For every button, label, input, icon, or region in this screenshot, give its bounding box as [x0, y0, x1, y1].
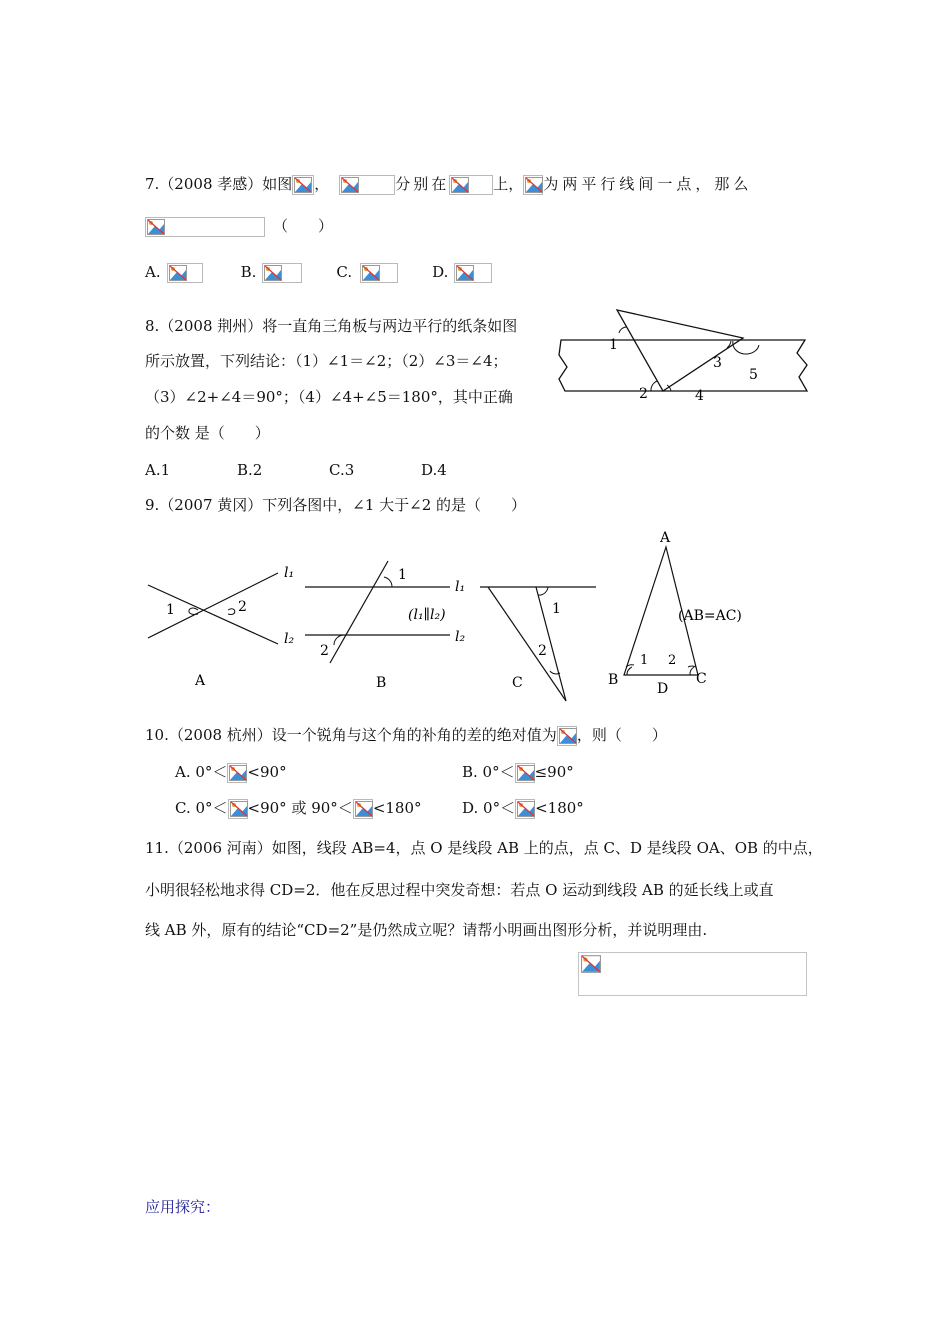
broken-image-icon: [227, 763, 247, 783]
q9d-angle-1: 1: [640, 653, 649, 668]
broken-image-icon: [167, 263, 203, 283]
broken-image-icon: [262, 263, 302, 283]
q9c-label: C: [512, 675, 523, 691]
q9b-angle-2: 2: [320, 643, 329, 659]
q10-opt-b: [462, 762, 574, 783]
q10-opt-b-pre: B. 0°＜: [462, 763, 515, 781]
q9c-angle-1: 1: [552, 601, 561, 617]
q9a-l2: l₂: [284, 631, 295, 647]
q9d-angle-2: 2: [668, 653, 677, 668]
broken-image-icon: [557, 726, 577, 746]
q8-label-3: 3: [713, 355, 722, 371]
q9b-l1: l₁: [455, 579, 466, 595]
q7-mid2: 上，: [493, 175, 524, 193]
q8-label-2: 2: [639, 386, 648, 402]
q8-line3: （3）∠2+∠4＝90°；（4）∠4+∠5＝180°，其中正确: [145, 388, 513, 406]
q8-line4: 的个数 是（ ）: [145, 424, 270, 442]
broken-image-icon: [353, 799, 373, 819]
q7-paren: （ ）: [273, 217, 334, 235]
q11-line2: 小明很轻松地求得 CD=2．他在反思过程中突发奇想：若点 O 运动到线段 AB 的延长线上或直: [145, 881, 774, 899]
broken-image-icon: [454, 263, 492, 283]
q8-label-4: 4: [695, 388, 704, 404]
q9-figure-b: [300, 555, 485, 695]
q10-opt-a: [175, 762, 287, 783]
q7-line1: [145, 174, 752, 195]
section-title: 应用探究：: [145, 1198, 221, 1216]
q8-opt-a: A.1: [145, 461, 171, 479]
q10-opt-c-post: <180°: [372, 799, 422, 817]
q10-opt-d-pre: D. 0°＜: [462, 799, 516, 817]
q10-opt-a-post: <90°: [247, 763, 287, 781]
q9a-l1: l₁: [284, 565, 295, 581]
q9d-B: B: [608, 672, 619, 688]
broken-image-icon: [449, 175, 493, 195]
broken-image-icon: [523, 175, 543, 195]
q9d-A: A: [660, 530, 671, 546]
q9b-note: (l₁∥l₂): [408, 607, 446, 623]
q9-line1: 9.（2007 黄冈）下列各图中，∠1 大于∠2 的是（ ）: [145, 496, 527, 514]
q10-opt-c: [175, 798, 422, 819]
q9c-angle-2: 2: [538, 643, 547, 659]
broken-image-icon: [360, 263, 398, 283]
q8-label-5: 5: [749, 367, 758, 383]
q8-options: [145, 460, 447, 480]
q9b-label: B: [376, 675, 387, 691]
q9d-C: C: [696, 671, 707, 687]
q10-opt-c-mid: <90° 或 90°＜: [247, 799, 353, 817]
q10-line1: [145, 725, 667, 746]
broken-image-icon: [339, 175, 395, 195]
q7-line2: [145, 216, 333, 237]
q8-figure: [555, 305, 815, 405]
q9d-D: D: [657, 681, 669, 697]
q9a-angle-1: 1: [166, 602, 175, 618]
broken-image-icon: [581, 955, 601, 973]
broken-image-icon: [515, 799, 535, 819]
q8-line2: 所示放置，下列结论：（1）∠1＝∠2；（2）∠3＝∠4；: [145, 352, 508, 370]
broken-image-icon: [515, 763, 535, 783]
q8-opt-c: C.3: [329, 461, 355, 479]
q11-line1: 11.（2006 河南）如图，线段 AB=4，点 O 是线段 AB 上的点，点 C、D 是线段 OA、OB 的中点，: [145, 839, 823, 857]
q8-label-1: 1: [609, 337, 618, 353]
q10-opt-b-post: ≤90°: [534, 763, 574, 781]
q10-stem-tail: ，则（ ）: [576, 726, 667, 744]
q9a-label: A: [195, 673, 206, 689]
q7-opt-c: C.: [336, 263, 353, 281]
q10-opt-d: [462, 798, 584, 819]
q9a-angle-2: 2: [238, 599, 247, 615]
broken-image-icon: [292, 175, 314, 195]
q10-stem: 10.（2008 杭州）设一个锐角与这个角的补角的差的绝对值为: [145, 726, 557, 744]
q10-opt-c-pre: C. 0°＜: [175, 799, 228, 817]
q10-opt-a-pre: A. 0°＜: [175, 763, 228, 781]
q10-opt-d-post: <180°: [535, 799, 584, 817]
q8-opt-b: B.2: [237, 461, 263, 479]
q7-sep1: ，: [314, 175, 330, 193]
q11-line3: 线 AB 外，原有的结论“CD=2”是仍然成立呢？请帮小明画出图形分析，并说明理由.: [145, 921, 708, 939]
q8-line1: 8.（2008 荆州）将一直角三角板与两边平行的纸条如图: [145, 317, 518, 335]
q9b-angle-1: 1: [398, 567, 407, 583]
q7-tail: 为两平行线间一点，那么: [543, 175, 753, 193]
q7-opt-a: A.: [145, 263, 161, 281]
q9d-note: (AB=AC): [678, 608, 742, 624]
q8-opt-d: D.4: [421, 461, 447, 479]
q9-figure-c: [478, 575, 603, 705]
q9-figure-a: [140, 555, 305, 695]
q11-figure-broken-image: [578, 952, 807, 996]
q7-mid: 分别在: [395, 175, 450, 193]
q9b-l2: l₂: [455, 629, 466, 645]
q7-prefix: 7.（2008 孝感）如图: [145, 175, 293, 193]
q7-options: [145, 262, 492, 283]
q7-opt-b: B.: [240, 263, 257, 281]
q9-figure-d: [602, 525, 767, 700]
q7-opt-d: D.: [432, 263, 449, 281]
broken-image-icon: [145, 217, 265, 237]
broken-image-icon: [228, 799, 248, 819]
